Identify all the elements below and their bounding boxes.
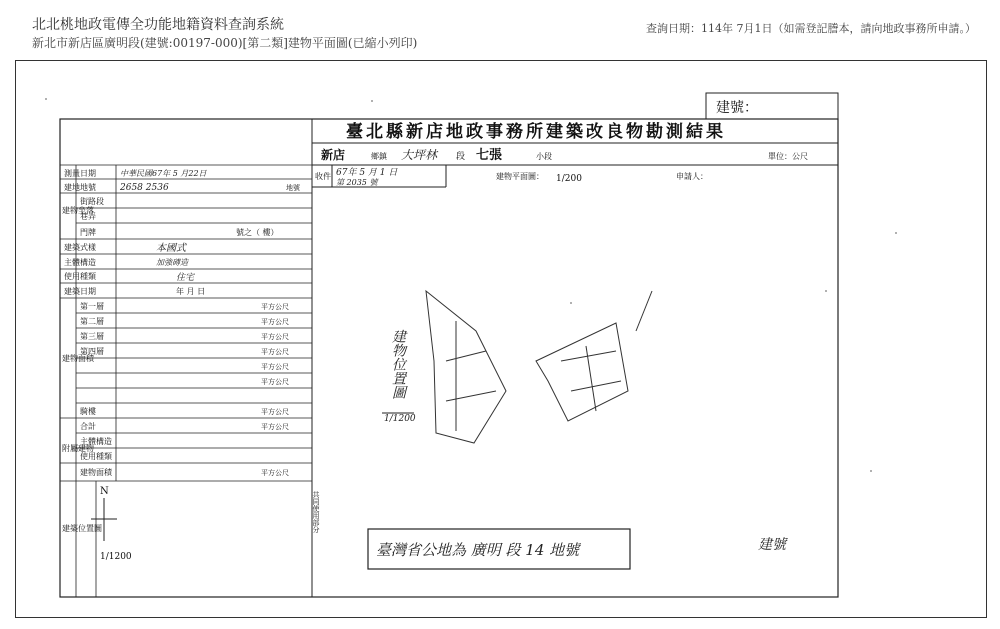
- location-label: 建物坐落: [62, 206, 94, 215]
- lane-label: 巷弄: [80, 212, 96, 221]
- drawing-label: 建物位置圖: [390, 329, 406, 399]
- structure-value: 加強磚造: [156, 258, 188, 267]
- build-no-label: 建號：: [716, 100, 758, 116]
- floor-plan-label: 建物平面圖：: [496, 172, 544, 181]
- use-label: 使用種類: [64, 272, 96, 281]
- page-title: 北北桃地政電傳全功能地籍資料查詢系統: [32, 17, 284, 33]
- date-label: 建築日期: [64, 287, 96, 296]
- north-label: N: [100, 486, 109, 497]
- building-sketch-right: [536, 291, 652, 421]
- survey-date-label: 測量日期: [64, 169, 96, 178]
- sqm-balcony: 平方公尺: [261, 408, 289, 416]
- applicant-label: 申請人：: [676, 172, 708, 181]
- scale-fraction: 1/200: [556, 174, 582, 184]
- sqm-2: 平方公尺: [261, 318, 289, 326]
- unit-label: 單位：公尺: [768, 152, 808, 161]
- side-note: 共同使用部分: [312, 491, 320, 533]
- sqm-attached: 平方公尺: [261, 469, 289, 477]
- bottom-note: 臺灣省公地為 廣明 段 14 地號: [376, 541, 580, 559]
- use-value: 住宅: [176, 273, 195, 283]
- drawing-scale: 1/1200: [384, 414, 416, 424]
- sqm-4: 平方公尺: [261, 348, 289, 356]
- sqm-1: 平方公尺: [261, 303, 289, 311]
- floor3-label: 第三層: [80, 332, 104, 341]
- building-plan-document: [16, 61, 986, 617]
- section-value: 大坪林: [401, 148, 438, 162]
- sqm-total: 平方公尺: [261, 423, 289, 431]
- receipt-no: 第 2035 號: [336, 178, 378, 187]
- attached-area: 建物面積: [80, 468, 112, 477]
- attached-structure: 主體構造: [80, 437, 112, 446]
- survey-date-value: 中華民國67年 5 月22日: [120, 169, 207, 178]
- floor1-label: 第一層: [80, 302, 104, 311]
- land-no-label: 建地地號: [64, 183, 96, 192]
- balcony-label: 騎樓: [80, 407, 96, 416]
- query-date: 查詢日期：114年 7月1日（如需登記謄本，請向地政事務所申請。）: [646, 22, 976, 35]
- subsegment-value: 七張: [476, 148, 503, 163]
- total-label: 合計: [80, 422, 96, 431]
- land-no-suffix: 地號: [286, 184, 300, 192]
- building-sketch-left: [426, 291, 506, 443]
- floor2-label: 第二層: [80, 317, 104, 326]
- door-label: 門牌: [80, 228, 96, 237]
- small-segment-label: 小段: [536, 152, 552, 161]
- road-label: 街路段: [80, 197, 104, 206]
- attached-label: 附屬建物: [62, 444, 94, 453]
- sqm-5: 平方公尺: [261, 363, 289, 371]
- bottom-right-label: 建號: [758, 537, 786, 553]
- position-label: 建築位置圖: [62, 524, 102, 533]
- date-value: 年 月 日: [176, 287, 206, 296]
- plan-frame: [15, 60, 987, 618]
- style-label: 建築式樣: [64, 243, 96, 252]
- receipt-label: 收件: [315, 172, 331, 181]
- door-suffix: 號之（ 樓）: [236, 228, 279, 237]
- land-no-value: 2658 2536: [120, 183, 169, 193]
- sqm-6: 平方公尺: [261, 378, 289, 386]
- township-label: 鄉鎮: [371, 152, 387, 161]
- structure-label: 主體構造: [64, 258, 96, 267]
- sqm-3: 平方公尺: [261, 333, 289, 341]
- segment-label: 段: [456, 152, 466, 162]
- position-scale: 1/1200: [100, 552, 132, 562]
- page-subtitle: 新北市新店區廣明段(建號:00197-000)[第二類]建物平面圖(已縮小列印): [32, 36, 418, 50]
- style-value: 本國式: [156, 243, 186, 254]
- office-title: 臺北縣新店地政事務所建築改良物勘測結果: [346, 122, 726, 142]
- district-value: 新店: [321, 148, 346, 162]
- area-label: 建物面積: [62, 354, 94, 363]
- receipt-date: 67年 5 月 1 日: [336, 168, 398, 178]
- floor4-label: 第四層: [80, 347, 104, 356]
- attached-use: 使用種類: [80, 452, 112, 461]
